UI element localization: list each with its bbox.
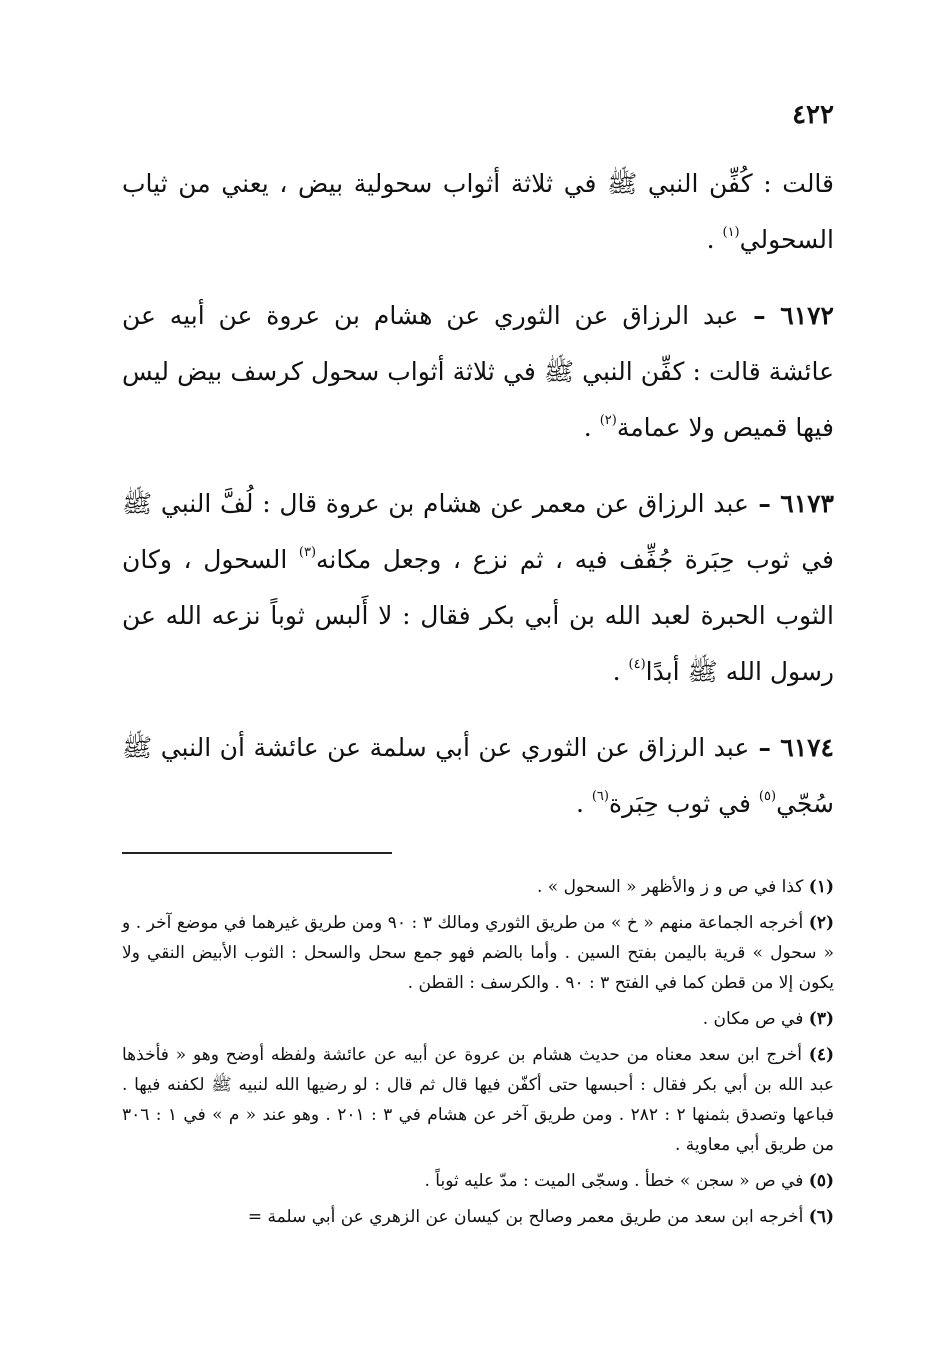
paragraph-end: . xyxy=(706,225,723,254)
footnotes xyxy=(122,872,834,1232)
footnote-text: في ص مكان . xyxy=(702,1009,804,1029)
footnote-6 xyxy=(122,1202,834,1232)
footnote-text: في ص « سجن » خطأ . وسجّى الميت : مدّ عليه ثوباً . xyxy=(424,1171,804,1191)
footnote-ref: (٢) xyxy=(599,413,617,428)
footnote-ref: (٤) xyxy=(628,657,646,672)
hadith-number: ٦١٧٢ – xyxy=(738,301,834,330)
footnote-2 xyxy=(122,908,834,998)
paragraph-text: عبد الرزاق عن الثوري عن أبي سلمة عن عائشة أن النبي ﷺ سُجّي xyxy=(122,733,834,818)
paragraph-end: . xyxy=(612,657,629,686)
paragraph-text: قالت : كُفِّن النبي ﷺ في ثلاثة أثواب سحولية بيض ، يعني من ثياب السحولي xyxy=(122,169,834,254)
paragraph-text: عبد الرزاق عن الثوري عن هشام بن عروة عن أبيه عن عائشة قالت : كفِّن النبي ﷺ في ثلاثة أثواب سحول كرسف بيض ليس فيها قميص ولا عمامة xyxy=(122,301,834,442)
footnote-text: أخرجه الجماعة منهم « خ » من طريق الثوري ومالك ٣ : ٩٠ ومن طريق غيرهما في موضع آخر . و « سحول » قرية باليمن بفتح السين . وأما بالضم فهو جمع سحل والسحل : الثوب الأبيض النقي ولا يكون إلا من قطن كما في الفتح ٣ : ٩٠ . والكرسف : القطن . xyxy=(122,913,834,993)
footnote-number: (٥) xyxy=(808,1171,834,1191)
paragraph-end: . xyxy=(583,413,600,442)
footnote-1 xyxy=(122,872,834,902)
footnote-ref: (٥) xyxy=(758,789,777,804)
footnote-text: أخرجه ابن سعد من طريق معمر وصالح بن كيسان عن الزهري عن أبي سلمة = xyxy=(247,1207,804,1227)
footnote-4 xyxy=(122,1040,834,1160)
paragraph-text-continued: السحول ، وكان الثوب الحبرة لعبد الله بن أبي بكر فقال : لا أَلبس ثوباً نزعه الله عن رسول الله ﷺ أبدًا xyxy=(122,545,834,686)
footnote-number: (١) xyxy=(808,877,834,897)
footnote-number: (٦) xyxy=(808,1207,834,1227)
paragraph-end: . xyxy=(575,789,592,818)
footnote-text: كذا في ص و ز والأظهر « السحول » . xyxy=(536,877,804,897)
footnote-number: (٢) xyxy=(808,913,834,933)
footnote-divider xyxy=(122,852,392,854)
hadith-6172 xyxy=(122,288,834,456)
hadith-6174 xyxy=(122,720,834,832)
paragraph-continuation xyxy=(122,156,834,268)
footnote-text: أخرج ابن سعد معناه من حديث هشام بن عروة عن أبيه عن عائشة ولفظه أوضح وهو « فأخذها عبد الله بن أبي بكر فقال : أحبسها حتى أكفّن فيها قال ثم قال : لو رضيها الله لنبيه ﷺ لكفنه فيها . فباعها وتصدق بثمنها ٢ : ٢٨٢ . ومن طريق آخر عن هشام في ٣ : ٢٠١ . وهو عند « م » في ١ : ٣٠٦ من طريق أبي معاوية . xyxy=(122,1045,834,1155)
paragraph-text: عبد الرزاق عن معمر عن هشام بن عروة قال : لُفَّ النبي ﷺ في ثوب حِبَرة جُفِّف فيه ، ثم نزع ، وجعل مكانه xyxy=(122,489,835,574)
page-number: ٤٢٢ xyxy=(792,100,834,130)
footnote-3 xyxy=(122,1004,834,1034)
footnote-number: (٣) xyxy=(808,1009,834,1029)
hadith-6173 xyxy=(122,476,834,700)
footnote-5 xyxy=(122,1166,834,1196)
main-text xyxy=(122,156,834,832)
hadith-number: ٦١٧٣ – xyxy=(748,489,834,518)
footnote-ref: (٣) xyxy=(298,545,317,560)
footnote-number: (٤) xyxy=(808,1045,835,1065)
hadith-number: ٦١٧٤ – xyxy=(749,733,834,762)
book-page xyxy=(122,100,834,1238)
footnote-ref: (١) xyxy=(722,225,740,240)
footnote-ref: (٦) xyxy=(591,789,609,804)
paragraph-text-continued: في ثوب حِبَرة xyxy=(608,789,759,818)
